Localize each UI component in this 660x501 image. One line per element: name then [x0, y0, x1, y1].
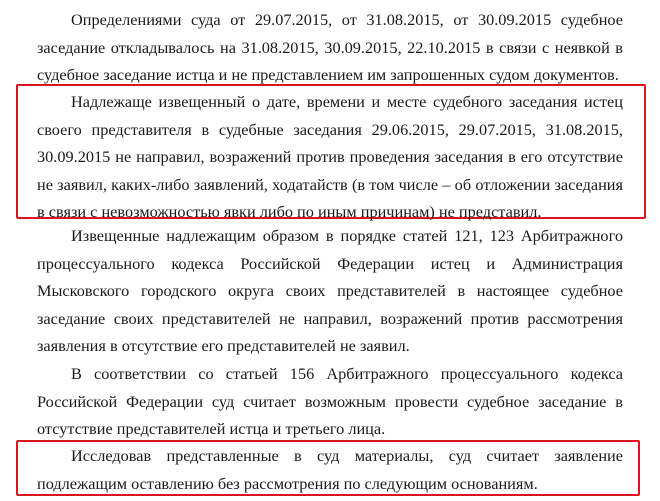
paragraph-plaintiff-absence: Надлежаще извещенный о дате, времени и месте судебного заседания истец своего представителя в судебные заседания 29.06.2015, 29.07.2015, 31.08.2015, 30.09.2015 не направил, возражений против проведения заседания в его отсутствие не заявил, каких-либо заявлений, ходатайств (в том числе – об отложении заседания в связи с невозможностью явки либо по иным причинам) не представил. — [37, 92, 623, 222]
paragraph-notification: Извещенные надлежащим образом в порядке статей 121, 123 Арбитражного процессуального кодекса Российской Федерации истец и Администрация Мысковского городского округа своих представителей в настоящее судебное заседание своих представителей не направил, возражений против рассмотрения заявления в отсутствие его представителей не заявил. — [37, 226, 623, 356]
paragraph-conclusion: Исследовав представленные в суд материалы, суд считает заявление подлежащим оставлению без рассмотрения по следующим основаниям. — [37, 446, 623, 493]
paragraph-article-156: В соответствии со статьей 156 Арбитражного процессуального кодекса Российской Федерации суд считает возможным провести судебное заседание в отсутствие представителей истца и третьего лица. — [37, 364, 623, 439]
paragraph-adjournment: Определениями суда от 29.07.2015, от 31.08.2015, от 30.09.2015 судебное заседание откладывалось на 31.08.2015, 30.09.2015, 22.10.2015 в связи с неявкой в судебное заседание истца и не представлением им запрошенных судом документов. — [37, 10, 623, 85]
